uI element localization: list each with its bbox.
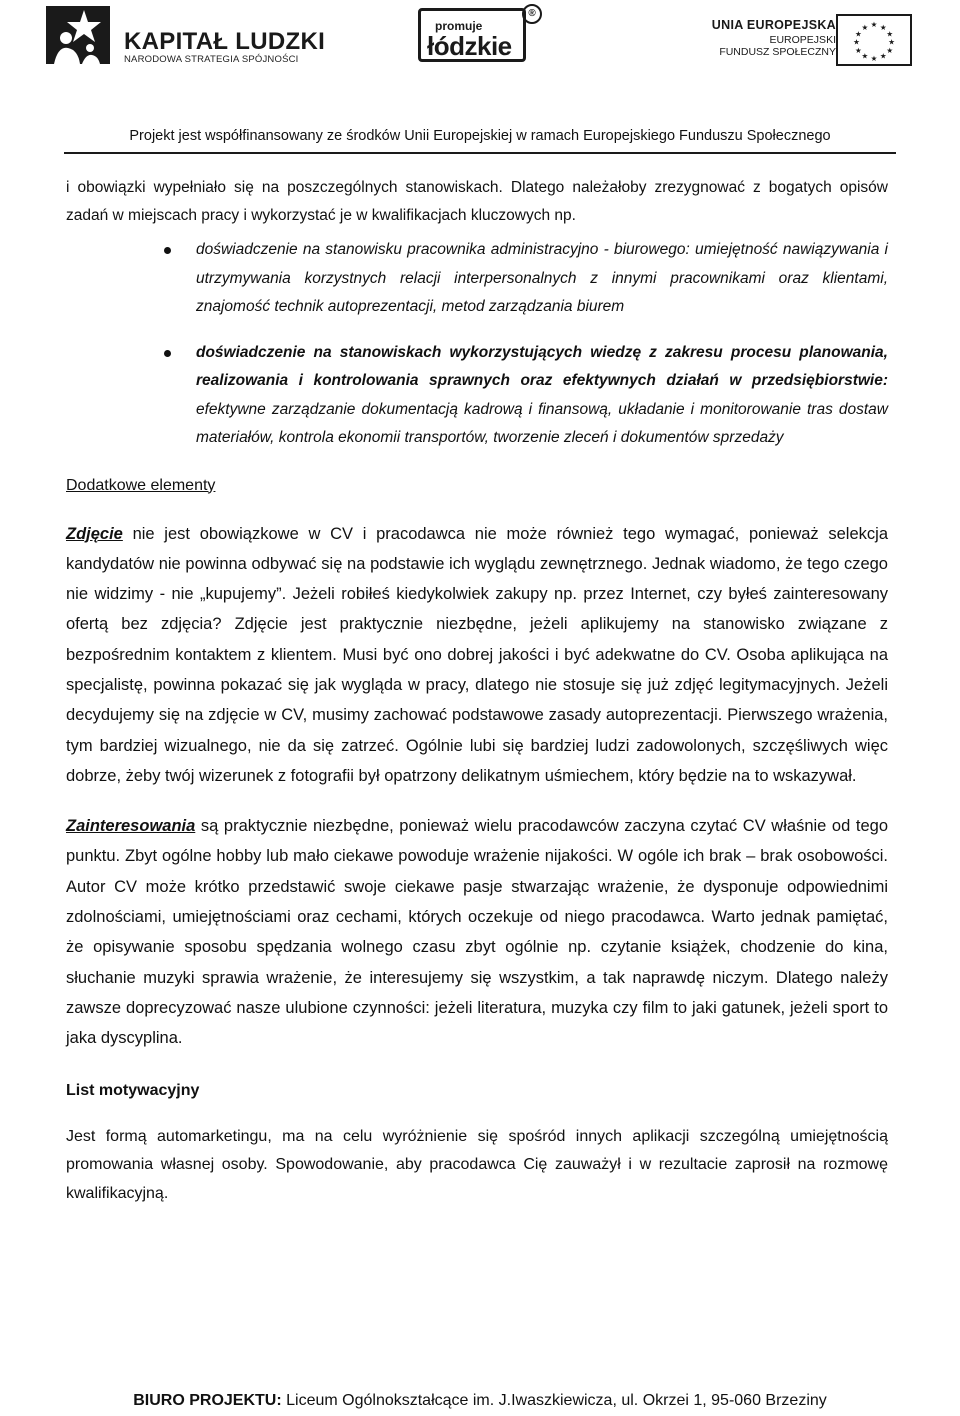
bullet-lead: doświadczenie na stanowisku pracownika administracyjno - biurowego — [196, 241, 686, 258]
bullet-item-planning — [66, 339, 888, 453]
promuje-text: promuje — [435, 19, 483, 33]
section-heading-cover-letter: List motywacyjny — [66, 1081, 200, 1099]
bullet-dot-icon — [164, 247, 171, 254]
svg-text:★: ★ — [861, 51, 869, 61]
svg-text:★: ★ — [886, 29, 894, 39]
svg-text:★: ★ — [854, 29, 862, 39]
kapital-ludzki-star-icon — [44, 4, 112, 66]
bullet-item-admin — [66, 236, 888, 322]
project-cofinancing-line: Projekt jest współfinansowany ze środków Unii Europejskiej w ramach Europejskiego Funduszu Społecznego — [129, 128, 831, 144]
bullet-text: : umiejętność nawiązywania i utrzymywania korzystnych relacji interpersonalnych z innymi pracownikami oraz klientami, znajomość technik autoprezentacji, metod zarządzania biurem — [196, 241, 888, 315]
logo-bar — [0, 0, 960, 118]
eu-line-3: FUNDUSZ SPOŁECZNY — [719, 46, 836, 58]
registered-mark-icon: ® — [522, 4, 542, 24]
section-heading-extra-elements: Dodatkowe elementy — [66, 476, 216, 494]
header-divider — [64, 152, 896, 154]
svg-text:★: ★ — [888, 37, 895, 47]
eu-flag-icon — [836, 14, 912, 66]
eu-logo — [711, 10, 922, 70]
photo-paragraph — [66, 519, 888, 792]
svg-text:★: ★ — [886, 45, 894, 55]
bullet-lead: doświadczenie na stanowiskach wykorzystujących wiedzę z zakresu procesu planowania, realizowania i kontrolowania sprawnych oraz efektywnych działań w przedsiębiorstwie: — [196, 343, 888, 389]
interests-keyword: Zainteresowania — [66, 817, 196, 836]
eu-line-2: EUROPEJSKI — [769, 34, 836, 46]
eu-logo-text — [712, 18, 836, 58]
lodzkie-text: łódzkie — [427, 31, 512, 61]
svg-text:★: ★ — [870, 54, 878, 64]
promuje-lodzkie-frame — [418, 8, 526, 62]
svg-text:★: ★ — [870, 20, 878, 30]
interests-paragraph — [66, 811, 888, 1053]
photo-keyword: Zdjęcie — [66, 524, 123, 543]
photo-text: nie jest obowiązkowe w CV i pracodawca nie może również tego wymagać, ponieważ selekcja kandydatów nie powinna odbywać się na podstawie ich wyglądu zewnętrznego. Jednak wiadomo, że tego czego nie widzimy - nie „kupujemy”. Jeżeli robiłeś kiedykolwiek zakupy np. przez Internet, czy byłeś zainteresowany ofertą bez zdjęcia? Zdjęcie jest praktycznie niezbędne, jeżeli aplikujemy na stanowisko związane z bezpośrednim kontaktem z klientem. Musi być ono dobrej jakości i być adekwatne do CV. Osoba aplikująca na specjalistę, powinna pokazać się jak wygląda w pracy, dlatego nie stosuje się już zdjęć legitymacyjnych. Jeżeli decydujemy się na zdjęcie w CV, musimy zachować podstawowe zasady autoprezentacji. Pierwszego wrażenia, tym bardziej wizualnego, nie da się zatrzeć. Ogólnie lubi się bardziej ludzi zadowolonych, szczęśliwych więc dobrze, żeby twój wizerunek z fotografii był opatrzony delikatnym uśmiechem, który będzie na to wskazywał. — [66, 524, 888, 785]
footer-text: Liceum Ogólnokształcące im. J.Iwaszkiewicza, ul. Okrzei 1, 95-060 Brzeziny — [281, 1392, 827, 1409]
cover-letter-paragraph: Jest formą automarketingu, ma na celu wyróżnienie się spośród innych aplikacji szczególną umiejętnością promowania własnej osoby. Spowodowanie, aby pracodawca Cię zauważył i w rezultacie zaprosił na rozmowę kwalifikacyjną. — [66, 1127, 888, 1202]
kapital-ludzki-subtitle: NARODOWA STRATEGIA SPÓJNOŚCI — [124, 54, 299, 65]
bullet-dot-icon — [164, 350, 171, 357]
svg-text:★: ★ — [854, 45, 862, 55]
bullet-text: efektywne zarządzanie dokumentacją kadrową i finansową, układanie i monitorowanie tras dostaw materiałów, kontrola ekonomii transportów, tworzenie zleceń i dokumentów sprzedaży — [196, 400, 888, 446]
promuje-lodzkie-logo — [418, 4, 544, 66]
interests-text: są praktycznie niezbędne, ponieważ wielu pracodawców zaczyna czytać CV właśnie od tego punktu. Zbyt ogólne hobby lub mało ciekawe powoduje wrażenie nijakości. W ogóle ich brak – brak osobowości. Autor CV może krótko przedstawić swoje ciekawe pasje stwarzając wrażenie, że dysponuje odpowiednimi zdolnościami, umiejętnościami oraz cechami, których oczekuje od niego pracodawca. Warto jednak pamiętać, że opisywanie sposobu spędzania wolnego czasu zbyt ogólnie np. czytanie książek, chodzenie do kina, słuchanie muzyki sprawia wrażenie, że interesujemy się wszystkim, a tak naprawdę niczym. Dlatego należy zawsze doprecyzować nasze ulubione czynności: jeżeli literatura, muzyka czy film to jaki gatunek, jeżeli sport to jaka dyscyplina. — [66, 817, 888, 1048]
footer-label: BIURO PROJEKTU: — [133, 1392, 282, 1409]
eu-line-1: UNIA EUROPEJSKA — [711, 18, 836, 32]
kapital-ludzki-title: KAPITAŁ LUDZKI — [124, 28, 326, 55]
footer-address — [0, 1392, 960, 1410]
svg-text:★: ★ — [879, 22, 887, 32]
svg-text:★: ★ — [853, 37, 860, 47]
svg-text:★: ★ — [879, 51, 887, 61]
svg-text:★: ★ — [861, 22, 869, 32]
document-body — [66, 174, 888, 1208]
competence-bullet-list — [66, 236, 888, 453]
kapital-ludzki-logo — [44, 4, 326, 68]
intro-paragraph: i obowiązki wypełniało się na poszczególnych stanowiskach. Dlatego należałoby zrezygnować z bogatych opisów zadań w miejscach pracy i wykorzystać je w kwalifikacjach kluczowych np. — [66, 179, 888, 224]
